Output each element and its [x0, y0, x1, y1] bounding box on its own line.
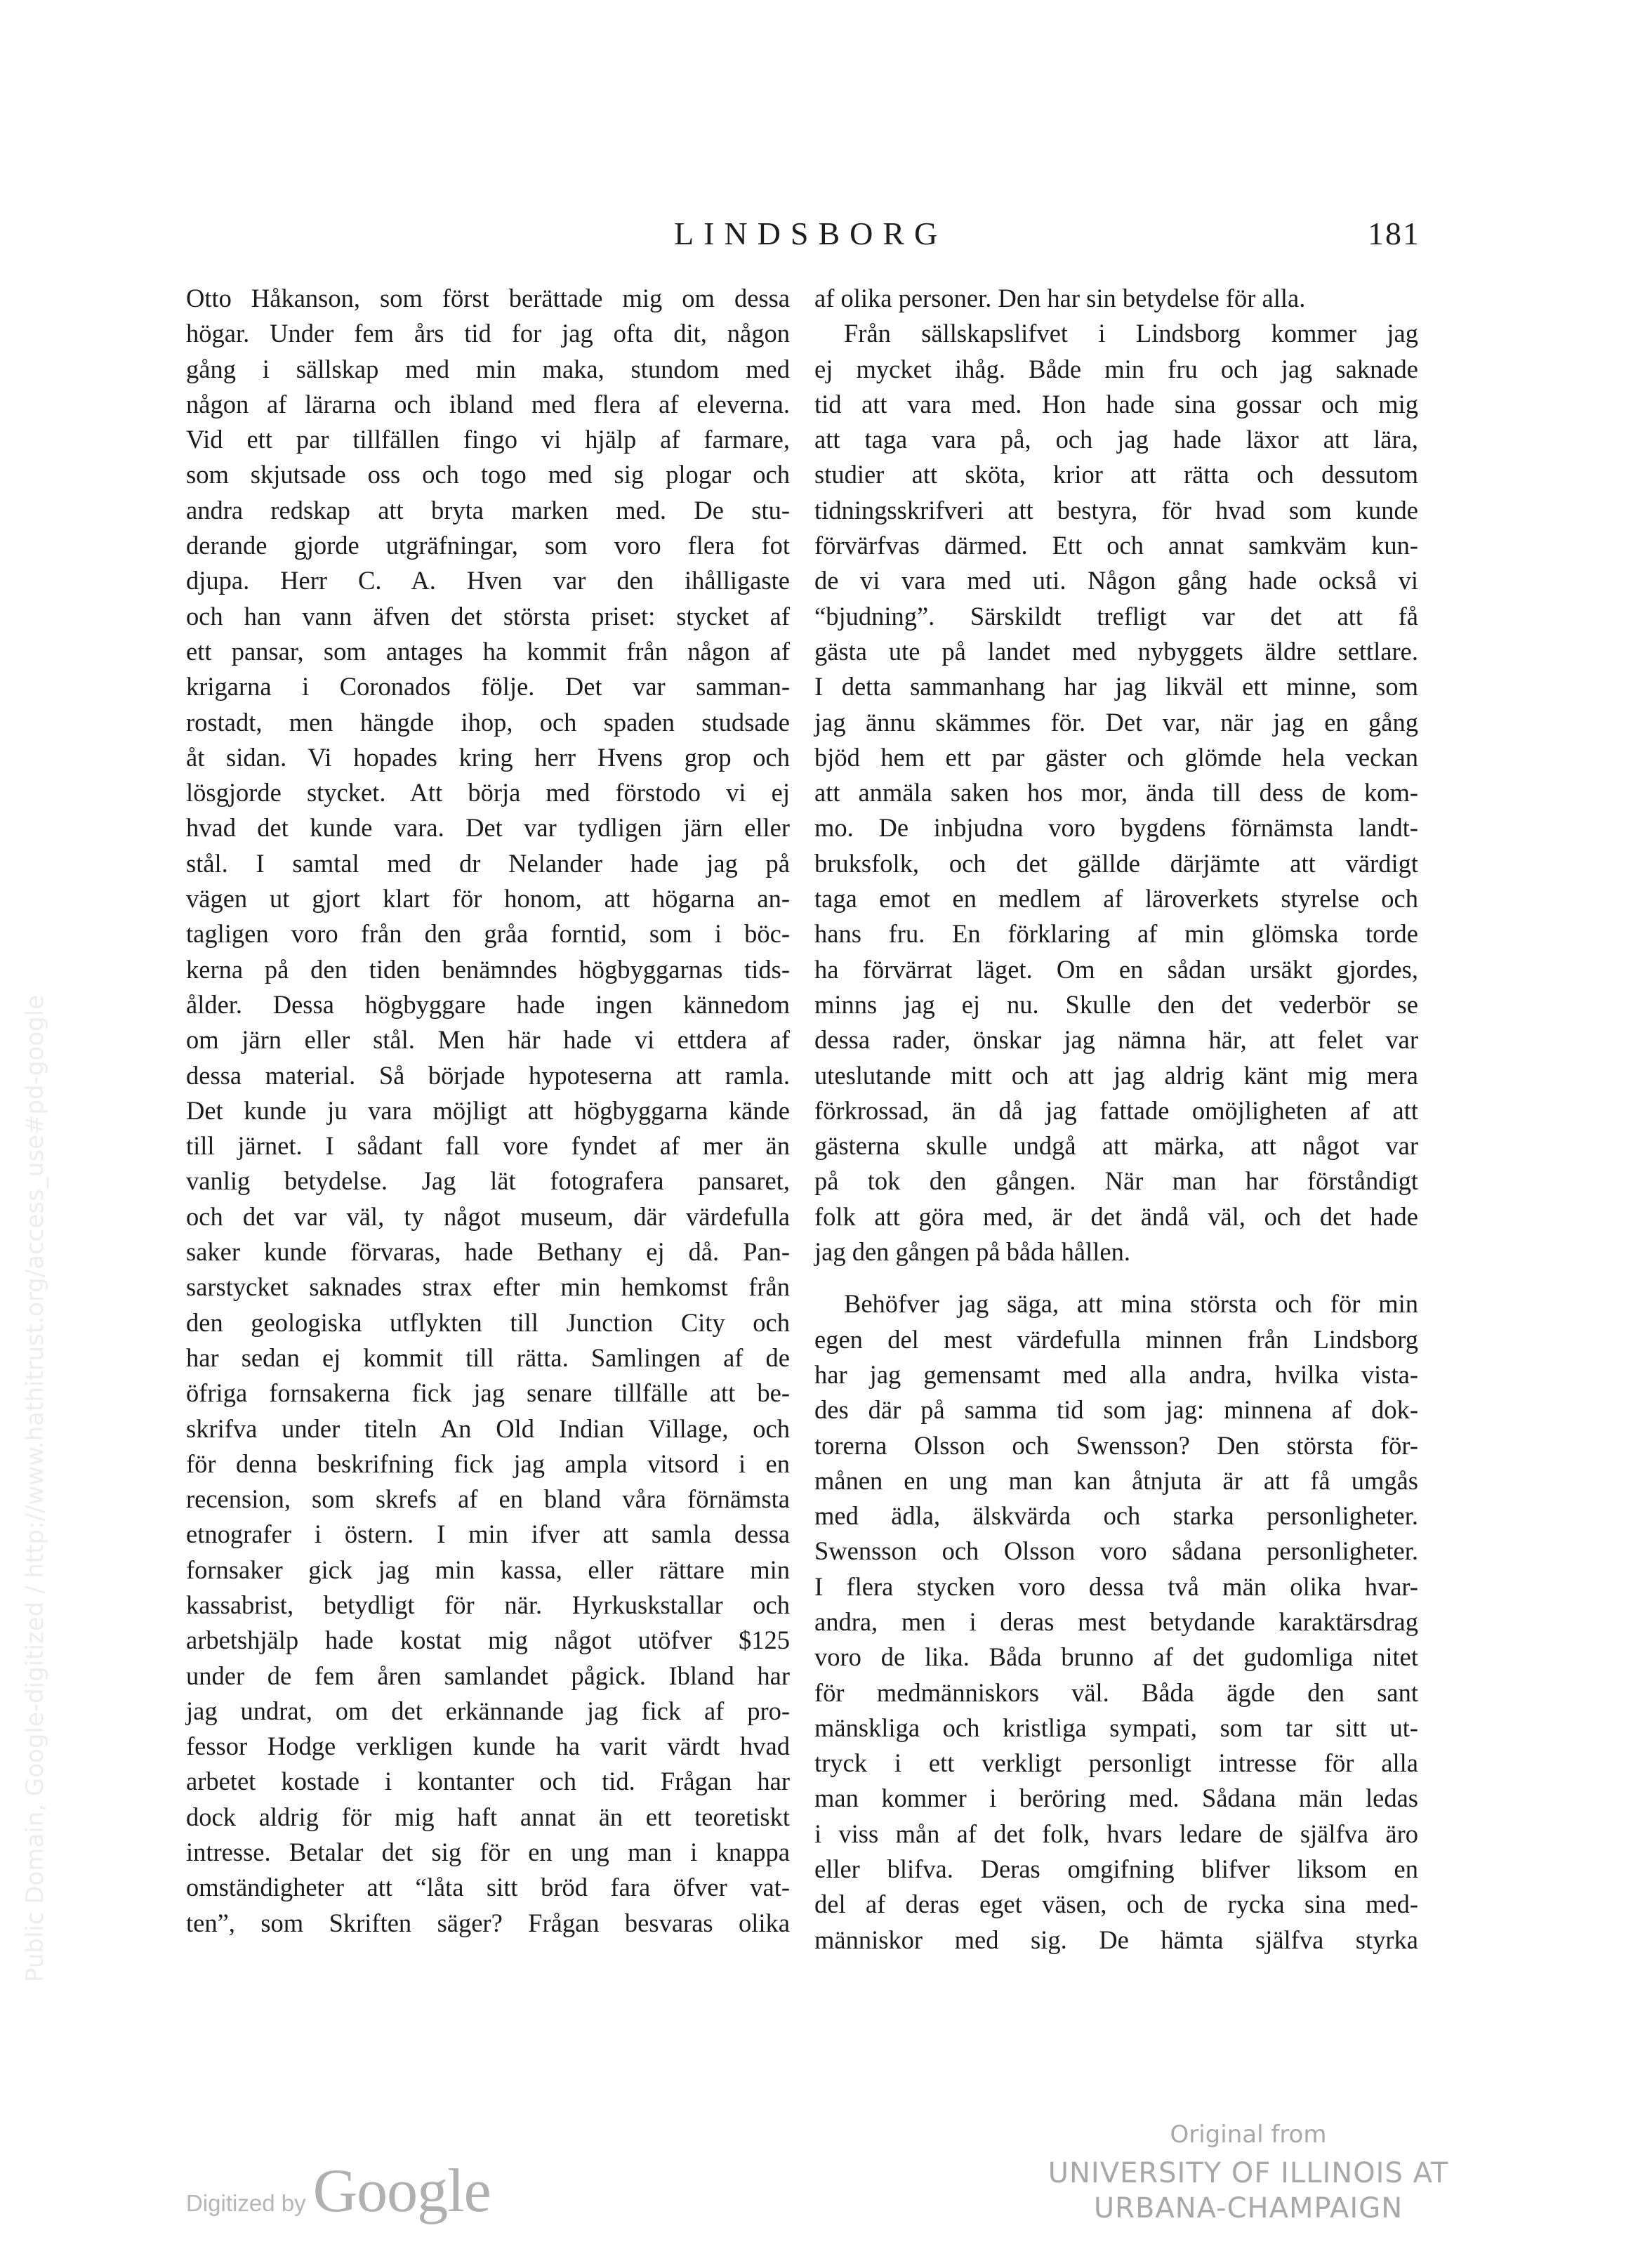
text-line: taga emot en medlem af läroverkets styrelse och — [814, 884, 1418, 914]
text-line: och han vann äfven det största priset: stycket af — [186, 601, 790, 631]
page-number: 181 — [1368, 216, 1420, 251]
text-line: mo. De inbjudna voro bygdens förnämsta landt- — [814, 813, 1418, 843]
text-line: stål. I samtal med dr Nelander hade jag på — [186, 848, 790, 878]
text-line: de vi vara med uti. Någon gång hade också vi — [814, 566, 1418, 595]
text-line: hvad det kunde vara. Det var tydligen järn eller — [186, 813, 790, 843]
left-column — [186, 281, 790, 1941]
text-line: förkrossad, än då jag fattade omöjligheten af att — [814, 1095, 1418, 1125]
text-line: kerna på den tiden benämndes högbyggarnas tids- — [186, 954, 790, 984]
text-line: tidningsskrifveri att bestyra, för hvad som kunde — [814, 495, 1418, 525]
text-line: under de fem åren samlandet pågick. Ibland har — [186, 1661, 790, 1690]
text-line: den geologiska utflykten till Junction City och — [186, 1307, 790, 1337]
text-line: Vid ett par tillfällen fingo vi hjälp af farmare, — [186, 425, 790, 454]
text-line: studier att sköta, krior att rätta och dessutom — [814, 460, 1418, 489]
original-from-label: Original from — [1170, 2121, 1327, 2149]
text-line: intresse. Betalar det sig för en ung man i knappa — [186, 1838, 790, 1867]
text-line: jag undrat, om det erkännande jag fick af pro- — [186, 1696, 790, 1725]
text-line: har sedan ej kommit till rätta. Samlingen af de — [186, 1343, 790, 1372]
text-line: kassabrist, betydligt för när. Hyrkuskstallar och — [186, 1590, 790, 1619]
text-line: fornsaker gick jag min kassa, eller rättare min — [186, 1555, 790, 1584]
text-line: med ädla, älskvärda och starka personligheter. — [814, 1501, 1418, 1531]
text-line: tagligen voro från den gråa forntid, som i böc- — [186, 919, 790, 949]
text-line: “bjudning”. Särskildt trefligt var det att få — [814, 601, 1418, 631]
text-line: voro de lika. Båda brunno af det gudomliga nitet — [814, 1642, 1418, 1672]
text-line: Otto Håkanson, som först berättade mig om dessa — [186, 284, 790, 312]
text-line: har jag gemensamt med alla andra, hvilka vista- — [814, 1359, 1418, 1389]
institution-line-1: UNIVERSITY OF ILLINOIS AT — [1048, 2157, 1449, 2189]
text-line: gästa ute på landet med nybyggets äldre settlare. — [814, 636, 1418, 666]
text-line: dessa rader, önskar jag nämna här, att felet var — [814, 1025, 1418, 1055]
text-line: andra, men i deras mest betydande karaktärsdrag — [814, 1607, 1418, 1636]
side-watermark: Public Domain, Google-digitized / http://www.hathitrust.org/access_use#pd-google — [21, 994, 49, 1983]
text-line: rostadt, men hängde ihop, och spaden studsade — [186, 707, 790, 737]
text-line: för medmänniskors väl. Båda ägde den sant — [814, 1677, 1418, 1707]
text-line: I detta sammanhang har jag likväl ett minne, som — [814, 672, 1418, 701]
text-line: ten”, som Skriften säger? Frågan besvaras olika — [186, 1908, 790, 1937]
text-line: tid att vara med. Hon hade sina gossar och mig — [814, 389, 1418, 418]
text-line: egen del mest värdefulla minnen från Lindsborg — [814, 1324, 1418, 1354]
text-line: i viss mån af det folk, hvars ledare de själfva äro — [814, 1819, 1418, 1848]
text-line: åt sidan. Vi hopades kring herr Hvens grop och — [186, 742, 790, 772]
text-line: jag ännu skämmes för. Det var, när jag en gång — [814, 707, 1418, 737]
text-line: dock aldrig för mig haft annat än ett teoretiskt — [186, 1802, 790, 1831]
text-line: någon af lärarna och ibland med flera af eleverna. — [186, 389, 790, 418]
text-line: I flera stycken voro dessa två män olika hvar- — [814, 1571, 1418, 1601]
paragraph-gap — [814, 1270, 1418, 1286]
digitized-by-google — [186, 2156, 491, 2227]
text-line: öfriga fornsakerna fick jag senare tillfälle att be- — [186, 1378, 790, 1408]
text-line: eller blifva. Deras omgifning blifver liksom en — [814, 1854, 1418, 1884]
text-line: dessa material. Så började hypoteserna att ramla. — [186, 1060, 790, 1090]
text-line: torerna Olsson och Swensson? Den största för- — [814, 1430, 1418, 1460]
text-line: ålder. Dessa högbyggare hade ingen kännedom — [186, 989, 790, 1019]
text-line: man kommer i beröring med. Sådana män ledas — [814, 1784, 1418, 1813]
running-head: LINDSBORG — [674, 216, 948, 251]
text-line: ej mycket ihåg. Både min fru och jag saknade — [814, 354, 1418, 383]
text-line: etnografer i östern. I min ifver att samla dessa — [186, 1520, 790, 1549]
text-line: des där på samma tid som jag: minnena af dok- — [814, 1395, 1418, 1425]
text-line: recension, som skrefs af en bland våra förnämsta — [186, 1484, 790, 1514]
text-line: del af deras eget väsen, och de rycka sina med- — [814, 1890, 1418, 1919]
text-line: och det var väl, ty något museum, där värdefulla — [186, 1201, 790, 1231]
text-line: ha förvärrat läget. Om en sådan ursäkt gjordes, — [814, 954, 1418, 984]
text-line: om järn eller stål. Men här hade vi ettdera af — [186, 1025, 790, 1055]
text-line: tryck i ett verkligt personligt intresse för alla — [814, 1748, 1418, 1778]
text-line: omständigheter att “låta sitt bröd fara öfver vat- — [186, 1873, 790, 1902]
text-line: minns jag ej nu. Skulle den det vederbör se — [814, 989, 1418, 1019]
right-column — [814, 281, 1418, 1958]
text-line: förvärfvas därmed. Ett och annat samkväm kun- — [814, 531, 1418, 560]
text-line: andra redskap att bryta marken med. De stu- — [186, 495, 790, 525]
text-line: Behöfver jag säga, att mina största och för min — [844, 1289, 1418, 1319]
text-line: jag den gången på båda hållen. — [814, 1237, 1130, 1267]
text-line: skrifva under titeln An Old Indian Village, och — [186, 1413, 790, 1443]
text-line: till järnet. I sådant fall vore fyndet af mer än — [186, 1131, 790, 1161]
text-line: för denna beskrifning fick jag ampla vitsord i en — [186, 1449, 790, 1478]
text-line: arbetshjälp hade kostat mig något utöfver $125 — [186, 1626, 790, 1655]
text-line: fessor Hodge verkligen kunde ha varit värdt hvad — [186, 1732, 790, 1761]
text-line: människor med sig. De hämta själfva styrka — [814, 1925, 1418, 1954]
institution-line-2: URBANA-CHAMPAIGN — [1093, 2192, 1403, 2224]
google-logo: Google — [312, 2157, 491, 2225]
text-line: gång i sällskap med min maka, stundom med — [186, 354, 790, 383]
text-line: bjöd hem ett par gäster och glömde hela veckan — [814, 742, 1418, 772]
provenance-note — [1003, 2121, 1494, 2226]
text-line: sarstycket saknades strax efter min hemkomst från — [186, 1272, 790, 1302]
text-line: gästerna skulle undgå att märka, att något var — [814, 1131, 1418, 1161]
text-line: ett pansar, som antages ha kommit från någon af — [186, 636, 790, 666]
text-line: Swensson och Olsson voro sådana personligheter. — [814, 1536, 1418, 1566]
text-line: derande gjorde utgräfningar, som voro flera fot — [186, 531, 790, 560]
text-line: folk att göra med, är det ändå väl, och det hade — [814, 1201, 1418, 1231]
text-line: vägen ut gjort klart för honom, att högarna an- — [186, 884, 790, 914]
text-line: månen en ung man kan åtnjuta är att få umgås — [814, 1465, 1418, 1495]
text-line: bruksfolk, och det gällde därjämte att värdigt — [814, 848, 1418, 878]
text-line: högar. Under fem års tid for jag ofta dit, någon — [186, 319, 790, 348]
text-line: på tok den gången. När man har förståndigt — [814, 1166, 1418, 1196]
text-line: att anmäla saken hos mor, ända till dess de kom- — [814, 778, 1418, 808]
text-line: af olika personer. Den har sin betydelse för alla. — [814, 284, 1306, 312]
text-line: lösgjorde stycket. Att börja med förstodo vi ej — [186, 778, 790, 808]
digitized-by-label: Digitized by — [186, 2190, 306, 2216]
text-line: uteslutande mitt och att jag aldrig känt mig mera — [814, 1060, 1418, 1090]
text-line: djupa. Herr C. A. Hven var den ihålligaste — [186, 566, 790, 595]
text-line: saker kunde förvaras, hade Bethany ej då. Pan- — [186, 1237, 790, 1267]
text-line: hans fru. En förklaring af min glömska torde — [814, 919, 1418, 949]
text-line: som skjutsade oss och togo med sig plogar och — [186, 460, 790, 489]
text-line: krigarna i Coronados följe. Det var samman- — [186, 672, 790, 701]
text-line: att taga vara på, och jag hade läxor att lära, — [814, 425, 1418, 454]
text-line: arbetet kostade i kontanter och tid. Frågan har — [186, 1767, 790, 1796]
text-line: vanlig betydelse. Jag lät fotografera pansaret, — [186, 1166, 790, 1196]
text-line: mänskliga och kristliga sympati, som tar sitt ut- — [814, 1713, 1418, 1742]
text-line: Från sällskapslifvet i Lindsborg kommer jag — [844, 319, 1418, 348]
text-line: Det kunde ju vara möjligt att högbyggarna kände — [186, 1095, 790, 1125]
